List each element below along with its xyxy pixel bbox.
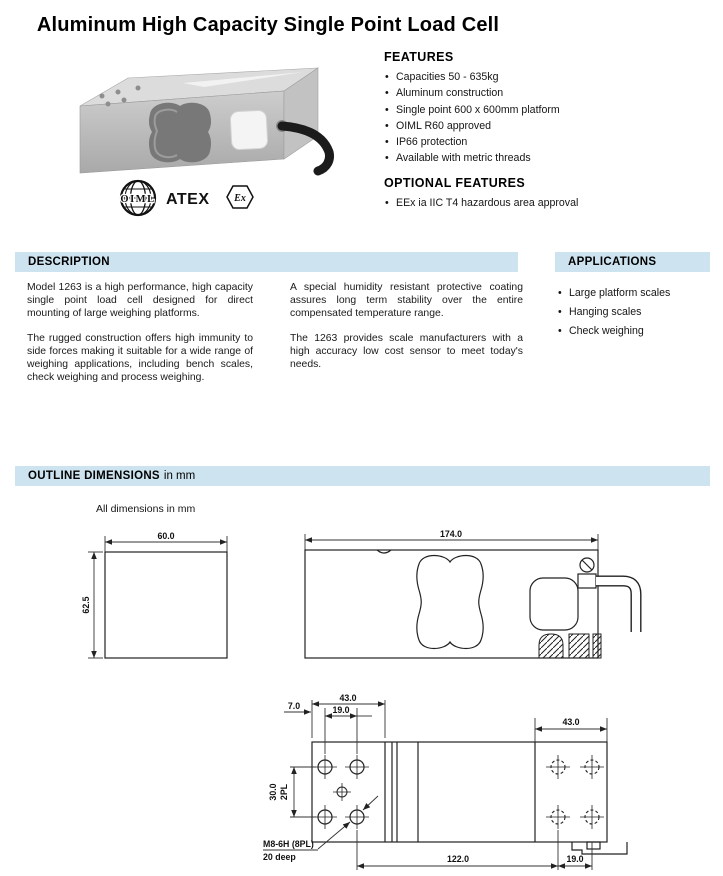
- dim-right-block-width: 43.0: [562, 717, 580, 727]
- tapped-holes: [313, 755, 369, 829]
- dim-edge-to-hole: 7.0: [287, 701, 301, 711]
- approval-logos: [116, 178, 266, 220]
- description-paragraph: Model 1263 is a high performance, high capacity single point load cell designed for direct mounting of large weighing platforms.: [27, 282, 253, 319]
- feature-item: • Available with metric threads: [384, 150, 714, 166]
- atex-text: ATEX: [166, 191, 210, 208]
- dim-left-block-width: 43.0: [339, 693, 357, 703]
- description-paragraph: The rugged construction offers high immunity to side forces making it suitable for a wide range of weighing applications, including bench scales, check weighing and process weighing.: [27, 333, 253, 383]
- feature-item: • OIML R60 approved: [384, 118, 714, 134]
- application-item: • Check weighing: [557, 322, 713, 341]
- dimensions-note: All dimensions in mm: [96, 503, 196, 515]
- end-view-outline: [105, 552, 227, 658]
- ex-text: Ex: [234, 193, 246, 204]
- label-patch: [230, 110, 268, 150]
- applications-section-bar: [555, 252, 710, 272]
- optional-feature-item: • EEx ia IIC T4 hazardous area approval: [384, 195, 714, 211]
- feature-item: • IP66 protection: [384, 134, 714, 150]
- oiml-logo: [120, 181, 155, 215]
- applications-list: [557, 284, 713, 342]
- thread-depth-label: 20 deep: [263, 852, 296, 862]
- end-view-dimension-lines: [88, 536, 227, 658]
- features-heading: FEATURES: [384, 50, 454, 64]
- optional-features-list: [384, 195, 714, 211]
- dim-length-label: 174.0: [439, 529, 463, 539]
- feature-item: • Capacities 50 - 635kg: [384, 69, 714, 85]
- outline-dimensions-section-bar: [15, 466, 710, 486]
- plan-view-dimension-lines: [263, 700, 607, 870]
- dim-height-label: 62.5: [81, 596, 91, 614]
- dim-width-label: 60.0: [157, 531, 175, 541]
- product-photo: [68, 56, 340, 184]
- description-paragraph: A special humidity resistant protective coating assures long term stability over the entire compensated temperature range.: [290, 282, 523, 319]
- plan-view-outline: [312, 742, 627, 854]
- optional-features-section: [384, 176, 714, 211]
- plan-view-drawing: [250, 690, 662, 876]
- cable-gland-assembly: [578, 558, 636, 632]
- dim-hole-pitch-y-places: 2PL: [279, 783, 289, 801]
- dim-hole-pitch-y: 30.0: [268, 783, 278, 801]
- center-mark: [333, 783, 351, 801]
- side-view-drawing: [295, 528, 655, 676]
- thread-spec-label: M8-6H (8PL): [263, 839, 314, 849]
- feature-item: • Single point 600 x 600mm platform: [384, 102, 714, 118]
- binocular-cutout: [417, 556, 484, 649]
- cavity-pocket: [530, 578, 578, 630]
- end-view-drawing: [80, 528, 245, 676]
- outline-heading-suffix: in mm: [163, 470, 196, 482]
- dim-hole-pitch-x: 19.0: [332, 705, 350, 715]
- outline-heading: OUTLINE DIMENSIONS: [28, 470, 160, 482]
- description-heading: DESCRIPTION: [28, 256, 110, 268]
- applications-heading: APPLICATIONS: [568, 256, 657, 268]
- page-title: Aluminum High Capacity Single Point Load Cell: [36, 14, 500, 36]
- description-section-bar: [15, 252, 518, 272]
- oiml-text: OIML: [120, 194, 156, 205]
- description-column-1: [27, 281, 253, 384]
- description-column-2: [290, 281, 523, 371]
- dim-right-hole-pitch: 19.0: [566, 854, 584, 864]
- hidden-holes: [546, 755, 604, 829]
- cable-outline: [596, 581, 636, 632]
- description-paragraph: The 1263 provides scale manufacturers with a high accuracy low cost sensor to meet today's needs.: [290, 333, 523, 370]
- feature-item: • Aluminum construction: [384, 85, 714, 101]
- hatched-sections: [539, 634, 601, 658]
- features-section: [384, 50, 714, 167]
- load-cell-body: [80, 68, 330, 173]
- atex-logo: [166, 186, 253, 208]
- application-item: • Hanging scales: [557, 303, 713, 322]
- features-list: [384, 69, 714, 167]
- application-item: • Large platform scales: [557, 284, 713, 303]
- dim-span: 122.0: [446, 854, 470, 864]
- optional-features-heading: OPTIONAL FEATURES: [384, 176, 526, 190]
